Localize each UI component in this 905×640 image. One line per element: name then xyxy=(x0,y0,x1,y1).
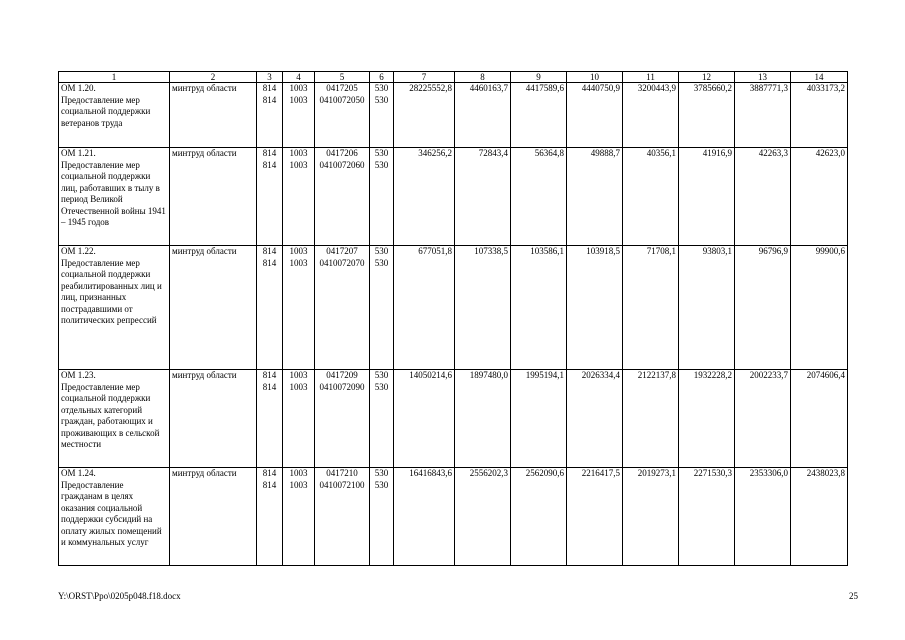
target-article-code-cell xyxy=(315,468,370,566)
year-amount-cell: 107338,5 xyxy=(455,246,511,370)
target-article-code-cell xyxy=(315,148,370,246)
measure-description: Предоставление мер социальной поддержки лиц, работавших в тылу в период Великой Отечественной войны 1941 – 1945 годов xyxy=(61,159,166,227)
grbs-code: 814 xyxy=(262,94,277,105)
year-amount-cell: 2216417,5 xyxy=(567,468,623,566)
header-cell: 8 xyxy=(455,72,511,83)
expense-type-code-cell xyxy=(370,83,394,148)
year-amount-cell: 71708,1 xyxy=(623,246,679,370)
year-amount-cell: 2026334,4 xyxy=(567,370,623,468)
year-amount-cell: 1897480,0 xyxy=(455,370,511,468)
table-row xyxy=(59,246,848,370)
year-amount-cell: 99900,6 xyxy=(791,246,848,370)
measure-code: ОМ 1.24. xyxy=(61,468,96,478)
page-number: 25 xyxy=(849,591,858,601)
expense-type-code: 530 xyxy=(374,479,389,490)
expense-type-code: 530 xyxy=(374,148,389,158)
measure-description: Предоставление мер социальной поддержки отдельных категорий граждан, работающих и проживающих в сельской местности xyxy=(61,381,160,449)
header-cell: 4 xyxy=(283,72,315,83)
year-amount-cell: 41916,9 xyxy=(679,148,735,246)
section-code: 1003 xyxy=(289,83,308,93)
grbs-code-cell xyxy=(257,83,283,148)
expense-type-code-cell xyxy=(370,148,394,246)
expense-type-code-cell xyxy=(370,246,394,370)
year-amount-cell: 2438023,8 xyxy=(791,468,848,566)
table-row xyxy=(59,148,848,246)
section-code-cell xyxy=(283,246,315,370)
year-amount-cell: 93803,1 xyxy=(679,246,735,370)
target-article-code: 0417210 xyxy=(326,468,358,478)
section-code-cell xyxy=(283,148,315,246)
expense-type-code: 530 xyxy=(374,159,389,170)
target-article-code: 0417209 xyxy=(326,370,358,380)
target-article-code-cell xyxy=(315,83,370,148)
grbs-code: 814 xyxy=(262,159,277,170)
year-amount-cell: 2002233,7 xyxy=(735,370,791,468)
section-code: 1003 xyxy=(289,148,308,158)
year-amount-cell: 1995194,1 xyxy=(511,370,567,468)
header-cell: 7 xyxy=(394,72,455,83)
header-row xyxy=(59,72,848,83)
year-amount-cell: 2562090,6 xyxy=(511,468,567,566)
year-amount-cell: 40356,1 xyxy=(623,148,679,246)
section-code: 1003 xyxy=(289,381,308,392)
executor-cell: минтруд области xyxy=(170,83,257,148)
grbs-code-cell xyxy=(257,468,283,566)
year-amount-cell: 72843,4 xyxy=(455,148,511,246)
year-amount-cell: 42263,3 xyxy=(735,148,791,246)
expense-type-code: 530 xyxy=(374,370,389,380)
measure-code: ОМ 1.21. xyxy=(61,148,96,158)
year-amount-cell: 103586,1 xyxy=(511,246,567,370)
year-amount-cell: 4460163,7 xyxy=(455,83,511,148)
measure-description: Предоставление мер социальной поддержки ветеранов труда xyxy=(61,94,151,128)
year-amount-cell: 2556202,3 xyxy=(455,468,511,566)
measure-name-cell xyxy=(59,83,170,148)
section-code: 1003 xyxy=(289,468,308,478)
grbs-code: 814 xyxy=(262,257,277,268)
total-amount-cell: 28225552,8 xyxy=(394,83,455,148)
year-amount-cell: 3200443,9 xyxy=(623,83,679,148)
file-path: Y:\ORST\Ppo\0205p048.f18.docx xyxy=(58,591,181,601)
year-amount-cell: 2353306,0 xyxy=(735,468,791,566)
target-article-code: 0410072050 xyxy=(319,94,365,105)
table-row xyxy=(59,468,848,566)
section-code: 1003 xyxy=(289,159,308,170)
section-code: 1003 xyxy=(289,94,308,105)
target-article-code: 0417207 xyxy=(326,246,358,256)
header-cell: 2 xyxy=(170,72,257,83)
table-row xyxy=(59,83,848,148)
executor-cell: минтруд области xyxy=(170,370,257,468)
year-amount-cell: 49888,7 xyxy=(567,148,623,246)
grbs-code: 814 xyxy=(262,148,277,158)
section-code: 1003 xyxy=(289,257,308,268)
target-article-code: 0410072090 xyxy=(319,381,365,392)
measure-code: ОМ 1.20. xyxy=(61,83,96,93)
target-article-code-cell xyxy=(315,246,370,370)
expense-type-code: 530 xyxy=(374,381,389,392)
executor-cell: минтруд области xyxy=(170,468,257,566)
section-code-cell xyxy=(283,370,315,468)
expense-type-code: 530 xyxy=(374,246,389,256)
target-article-code: 0417205 xyxy=(326,83,358,93)
executor-cell: минтруд области xyxy=(170,148,257,246)
header-cell: 1 xyxy=(59,72,170,83)
header-cell: 12 xyxy=(679,72,735,83)
section-code: 1003 xyxy=(289,246,308,256)
target-article-code: 0410072060 xyxy=(319,159,365,170)
section-code: 1003 xyxy=(289,479,308,490)
expense-type-code: 530 xyxy=(374,83,389,93)
measure-description: Предоставление гражданам в целях оказания социальной поддержки субсидий на оплату жилых помещений и коммунальных услуг xyxy=(61,479,162,547)
executor-cell: минтруд области xyxy=(170,246,257,370)
target-article-code: 0410072070 xyxy=(319,257,365,268)
expense-type-code: 530 xyxy=(374,257,389,268)
year-amount-cell: 1932228,2 xyxy=(679,370,735,468)
year-amount-cell: 4440750,9 xyxy=(567,83,623,148)
year-amount-cell: 2019273,1 xyxy=(623,468,679,566)
year-amount-cell: 4417589,6 xyxy=(511,83,567,148)
year-amount-cell: 56364,8 xyxy=(511,148,567,246)
year-amount-cell: 2271530,3 xyxy=(679,468,735,566)
total-amount-cell: 677051,8 xyxy=(394,246,455,370)
expense-type-code: 530 xyxy=(374,468,389,478)
expense-type-code: 530 xyxy=(374,94,389,105)
header-cell: 11 xyxy=(623,72,679,83)
total-amount-cell: 346256,2 xyxy=(394,148,455,246)
measure-code: ОМ 1.23. xyxy=(61,370,96,380)
grbs-code-cell xyxy=(257,246,283,370)
header-cell: 14 xyxy=(791,72,848,83)
expense-type-code-cell xyxy=(370,468,394,566)
expense-type-code-cell xyxy=(370,370,394,468)
target-article-code: 0417206 xyxy=(326,148,358,158)
table-row xyxy=(59,370,848,468)
measure-name-cell xyxy=(59,370,170,468)
grbs-code: 814 xyxy=(262,83,277,93)
header-cell: 13 xyxy=(735,72,791,83)
year-amount-cell: 42623,0 xyxy=(791,148,848,246)
year-amount-cell: 2074606,4 xyxy=(791,370,848,468)
program-table xyxy=(58,71,848,566)
header-cell: 9 xyxy=(511,72,567,83)
header-cell: 5 xyxy=(315,72,370,83)
measure-code: ОМ 1.22. xyxy=(61,246,96,256)
year-amount-cell: 2122137,8 xyxy=(623,370,679,468)
measure-description: Предоставление мер социальной поддержки реабилитированных лиц и лиц, признанных пострадавшими от политических репрессий xyxy=(61,257,162,325)
target-article-code: 0410072100 xyxy=(319,479,365,490)
grbs-code: 814 xyxy=(262,370,277,380)
measure-name-cell xyxy=(59,246,170,370)
grbs-code: 814 xyxy=(262,468,277,478)
total-amount-cell: 16416843,6 xyxy=(394,468,455,566)
grbs-code-cell xyxy=(257,148,283,246)
target-article-code-cell xyxy=(315,370,370,468)
grbs-code: 814 xyxy=(262,381,277,392)
header-cell: 3 xyxy=(257,72,283,83)
year-amount-cell: 103918,5 xyxy=(567,246,623,370)
section-code-cell xyxy=(283,83,315,148)
total-amount-cell: 14050214,6 xyxy=(394,370,455,468)
year-amount-cell: 96796,9 xyxy=(735,246,791,370)
section-code: 1003 xyxy=(289,370,308,380)
measure-name-cell xyxy=(59,468,170,566)
grbs-code: 814 xyxy=(262,479,277,490)
year-amount-cell: 4033173,2 xyxy=(791,83,848,148)
section-code-cell xyxy=(283,468,315,566)
grbs-code-cell xyxy=(257,370,283,468)
header-cell: 10 xyxy=(567,72,623,83)
measure-name-cell xyxy=(59,148,170,246)
header-cell: 6 xyxy=(370,72,394,83)
year-amount-cell: 3785660,2 xyxy=(679,83,735,148)
year-amount-cell: 3887771,3 xyxy=(735,83,791,148)
grbs-code: 814 xyxy=(262,246,277,256)
